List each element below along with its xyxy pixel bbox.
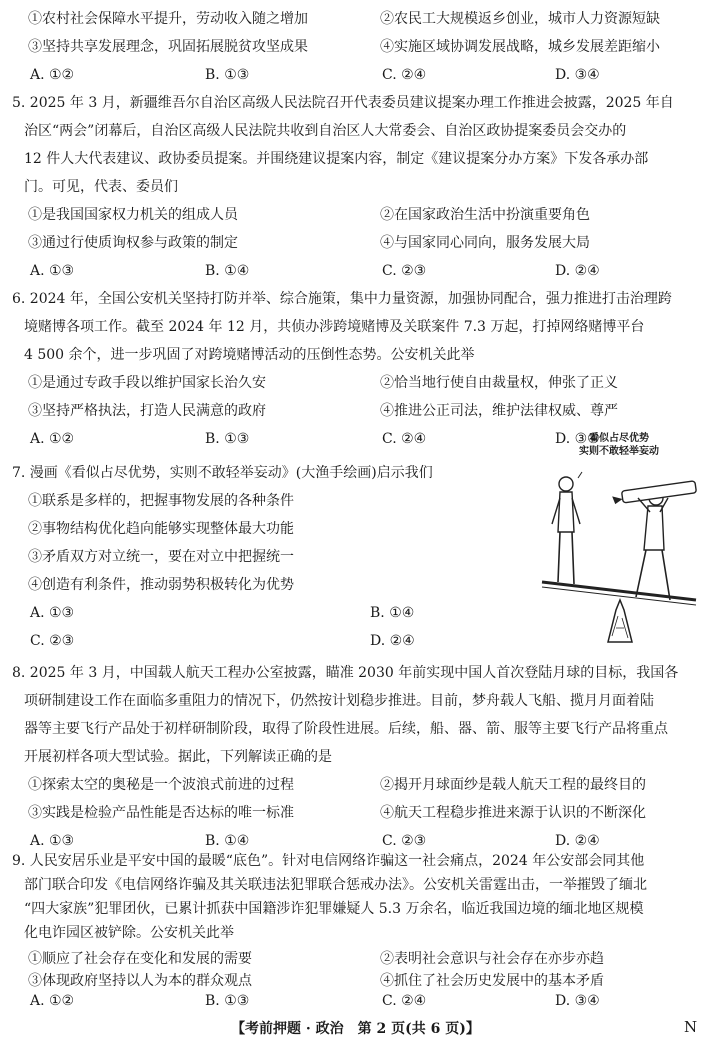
cartoon-title-line-1: 看似占尽优势 [589,433,649,444]
q6-stem-line-2: 境赌博各项工作。截至 2024 年 12 月，共侦办涉跨境赌博及关联案件 7.3 万起，打掉网络赌博平台 [24,319,645,335]
q6-stem-line-1: 6. 2024 年，全国公安机关坚持打防并举、综合施策，集中力量资源，加强协同配合，强力推进打击治理跨 [12,291,672,307]
q4-answer-c: C. ②④ [382,67,427,83]
q9-stem-line-2: 部门联合印发《电信网络诈骗及其关联违法犯罪联合惩戒办法》。公安机关雷霆出击，一举摧毁了缅北 [24,877,647,893]
q5-option-1: ①是我国国家权力机关的组成人员 [28,207,238,223]
q7-answer-b: B. ①④ [370,605,415,621]
left-man-legs [558,532,574,584]
q7-answer-a: A. ①③ [30,605,75,621]
q5-answer-d: D. ②④ [555,263,600,279]
q6-stem-line-3: 4 500 余个，进一步巩固了对跨境赌博活动的压倒性态势。公安机关此举 [24,347,475,363]
q7-option-2: ②事物结构优化趋向能够实现整体最大功能 [28,521,294,537]
q7-option-4: ④创造有利条件，推动弱势积极转化为优势 [28,577,294,593]
q8-option-3: ③实践是检验产品性能是否达标的唯一标准 [28,805,294,821]
q8-option-1: ①探索太空的奥秘是一个波浪式前进的过程 [28,777,294,793]
q9-answer-a: A. ①② [30,993,75,1009]
q8-answer-d: D. ②④ [555,833,600,849]
q6-option-4: ④推进公正司法，维护法律权威、尊严 [380,403,618,419]
left-man-body [558,492,574,532]
q4-answer-d: D. ③④ [555,67,600,83]
q8-option-4: ④航天工程稳步推进来源于认识的不断深化 [380,805,646,821]
q4-answer-a: A. ①② [30,67,75,83]
q5-answer-b: B. ①④ [205,263,250,279]
left-man-head [559,477,573,491]
q8-option-2: ②揭开月球面纱是载人航天工程的最终目的 [380,777,646,793]
q7-cartoon [538,432,700,644]
seesaw-plank [542,582,696,600]
q5-answer-a: A. ①③ [30,263,75,279]
q9-answer-c: C. ②④ [382,993,427,1009]
page-footer: 【考前押题 · 政治 第 2 页(共 6 页)】 [231,1021,480,1037]
q8-stem-line-2: 项研制建设工作在面临多重阻力的情况下，仍然按计划稳步推进。目前，梦舟载人飞船、揽月月面着陆 [24,693,654,709]
q6-answer-a: A. ①② [30,431,75,447]
q5-option-4: ④与国家同心同向，服务发展大局 [380,235,590,251]
q6-option-3: ③坚持严格执法，打造人民满意的政府 [28,403,266,419]
q5-option-2: ②在国家政治生活中扮演重要角色 [380,207,590,223]
q4-option-2: ②农民工大规模返乡创业，城市人力资源短缺 [380,11,660,27]
q8-stem-line-4: 开展初样各项大型试验。据此，下列解读正确的是 [24,749,332,765]
fulcrum-spike [608,600,632,642]
q4-option-3: ③坚持共享发展理念，巩固拓展脱贫攻坚成果 [28,39,308,55]
q8-answer-b: B. ①④ [205,833,250,849]
q6-answer-b: B. ①③ [205,431,250,447]
q9-option-2: ②表明社会意识与社会存在亦步亦趋 [380,951,604,967]
q6-option-2: ②恰当地行使自由裁量权，伸张了正义 [380,375,618,391]
q6-answer-c: C. ②④ [382,431,427,447]
q6-answer-d: D. ③④ [555,431,600,447]
q6-option-1: ①是通过专政手段以维护国家长治久安 [28,375,266,391]
cigarette [578,472,582,478]
q5-option-3: ③通过行使质询权参与政策的制定 [28,235,238,251]
q8-stem-line-3: 器等主要飞行产品处于初样研制阶段，取得了阶段性进展。后续，船、器、箭、服等主要飞行产品将重点 [24,721,668,737]
q7-answer-c: C. ②③ [30,633,75,649]
q5-stem-line-4: 门。可见，代表、委员们 [24,179,178,195]
q5-stem-line-1: 5. 2025 年 3 月，新疆维吾尔自治区高级人民法院召开代表委员建议提案办理工作推进会披露，2025 年自 [12,95,674,111]
q9-option-1: ①顺应了社会存在变化和发展的需要 [28,951,252,967]
q7-option-3: ③矛盾双方对立统一，要在对立中把握统一 [28,549,294,565]
q9-option-4: ④抓住了社会历史发展中的基本矛盾 [380,973,604,989]
q7-answer-d: D. ②④ [370,633,415,649]
cartoon-drawing [538,432,700,644]
footer-letter: N [684,1018,698,1036]
q9-stem-line-4: 化电诈园区被铲除。公安机关此举 [24,925,234,941]
q9-answer-d: D. ③④ [555,993,600,1009]
q7-stem: 7. 漫画《看似占尽优势，实则不敢轻举妄动》(大渔手绘画)启示我们 [12,465,433,481]
q9-stem-line-1: 9. 人民安居乐业是平安中国的最暖“底色”。针对电信网络诈骗这一社会痛点，2024 年公安部会同其他 [12,853,645,869]
q5-stem-line-3: 12 件人大代表建议、政协委员提案。并围绕建议提案内容，制定《建议提案分办方案》下发各承办部 [24,151,649,167]
right-man-body [644,506,664,550]
rocket-tip [612,495,623,504]
q5-stem-line-2: 治区“两会”闭幕后，自治区高级人民法院共收到自治区人大常委会、自治区政协提案委员会交办的 [24,123,627,139]
q4-answer-b: B. ①③ [205,67,250,83]
q9-stem-line-3: “四大家族”犯罪团伙，已累计抓获中国籍涉诈犯罪嫌疑人 5.3 万余名，临近我国边境的缅北地区规模 [24,901,644,917]
q9-answer-b: B. ①③ [205,993,250,1009]
q4-option-4: ④实施区域协调发展战略，城乡发展差距缩小 [380,39,660,55]
q9-option-3: ③体现政府坚持以人为本的群众观点 [28,973,252,989]
q5-answer-c: C. ②③ [382,263,427,279]
cartoon-title-line-2: 实则不敢轻举妄动 [579,446,659,457]
q4-option-1: ①农村社会保障水平提升，劳动收入随之增加 [28,11,308,27]
q8-answer-c: C. ②③ [382,833,427,849]
q7-option-1: ①联系是多样的，把握事物发展的各种条件 [28,493,294,509]
q8-answer-a: A. ①③ [30,833,75,849]
q8-stem-line-1: 8. 2025 年 3 月，中国载人航天工程办公室披露，瞄准 2030 年前实现中国人首次登陆月球的目标，我国各 [12,665,679,681]
